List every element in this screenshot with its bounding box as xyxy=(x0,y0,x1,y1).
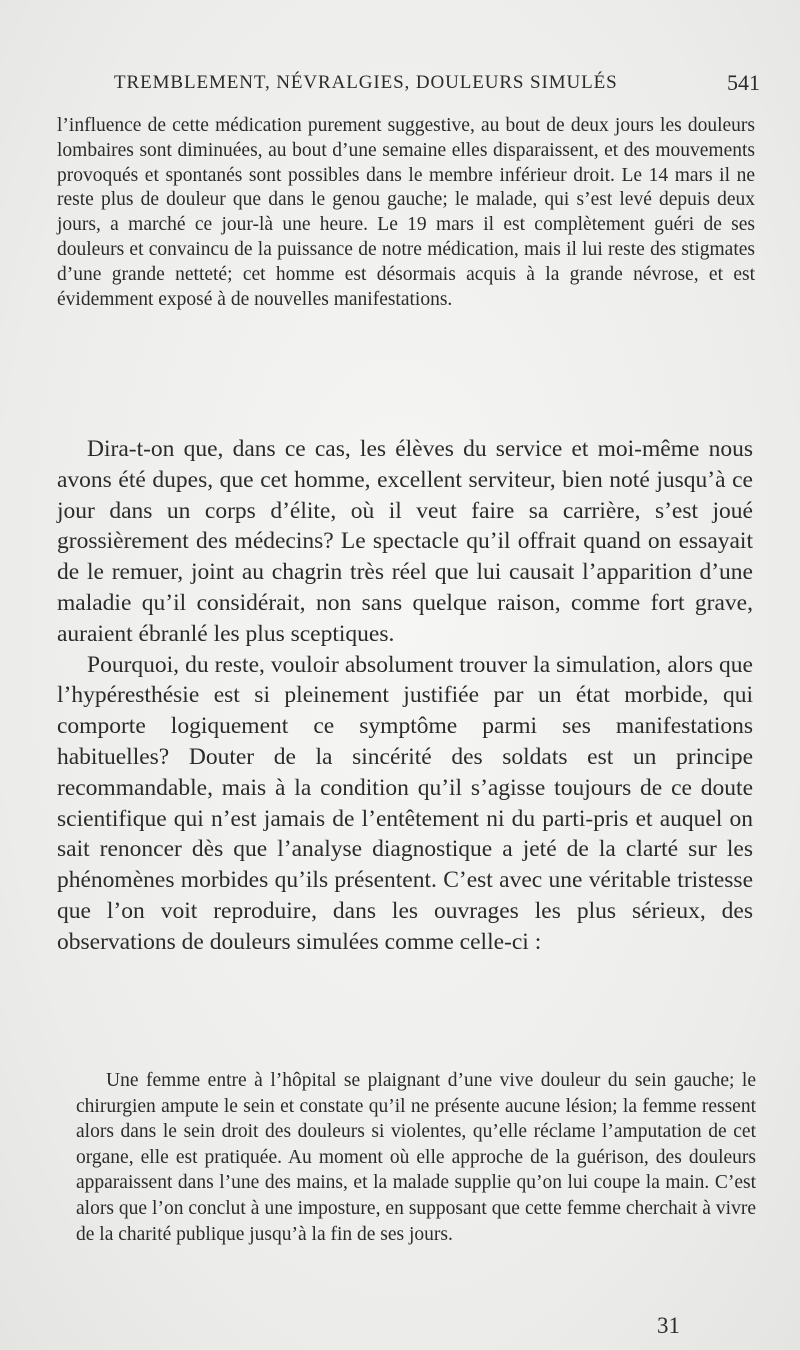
quoted-observation xyxy=(76,1068,756,1247)
signature-mark: 31 xyxy=(657,1313,680,1338)
running-header xyxy=(90,72,760,100)
paragraph-2: Dira-t-on que, dans ce cas, les élèves du service et moi-même nous avons été dupes, que cet homme, excellent serviteur, bien noté jusqu’à ce jour dans un corps d’élite, où il veut faire sa carrière, s’est joué grossièrement des médecins? Le spectacle qu’il offrait quand on essayait de le remuer, joint au chagrin très réel que lui causait l’apparition d’une maladie qu’il considérait, non sans quelque raison, comme fort grave, auraient ébranlé les plus sceptiques. xyxy=(57,436,753,647)
page-number: 541 xyxy=(727,70,760,95)
running-title: TREMBLEMENT, NÉVRALGIES, DOULEURS SIMULÉS xyxy=(114,72,618,93)
quote-paragraph: Une femme entre à l’hôpital se plaignant d’une vive douleur du sein gauche; le chirurgien ampute le sein et constate qu’il ne présente aucune lésion; la femme ressent alors dans le sein droit des douleurs si violentes, qu’elle réclame l’amputation de cet organe, elle est pratiquée. Au moment où elle approche de la guérison, des douleurs apparaissent dans l’une des mains, et la malade supplie qu’on lui coupe la main. C’est alors que l’on conclut à une imposture, en supposant que cette femme cherchait à vivre de la charité publique jusqu’à la fin de ses jours. xyxy=(76,1070,756,1245)
paragraph-continuation xyxy=(57,114,755,312)
paragraph-1: l’influence de cette médication purement suggestive, au bout de deux jours les douleurs lombaires sont diminuées, au bout d’une semaine elles disparaissent, et des mouvements provoqués et spontanés sont possibles dans le membre inférieur droit. Le 14 mars il ne reste plus de douleur que dans le genou gauche; le malade, qui s’est levé depuis deux jours, a marché ce jour-là une heure. Le 19 mars il est complètement guéri de ses douleurs et convaincu de la puissance de notre médication, mais il lui reste des stigmates d’une grande netteté; cet homme est désormais acquis à la grande névrose, et est évidemment exposé à de nouvelles manifestations. xyxy=(57,115,755,310)
main-text xyxy=(57,434,753,958)
paragraph-3: Pourquoi, du reste, vouloir absolument trouver la simulation, alors que l’hypéresthésie est si pleinement justifiée par un état morbide, qui comporte logiquement ce symptôme parmi ses manifestations habituelles? Douter de la sincérité des soldats est un principe recommandable, mais à la condition qu’il s’agisse toujours de ce doute scientifique qui n’est jamais de l’entêtement ni du parti-pris et auquel on sait renoncer dès que l’analyse diagnostique a jeté de la clarté sur les phénomènes morbides qu’ils présentent. C’est avec une véritable tristesse que l’on voit reproduire, dans les ouvrages les plus sérieux, des observations de douleurs simulées comme celle-ci : xyxy=(57,651,753,955)
